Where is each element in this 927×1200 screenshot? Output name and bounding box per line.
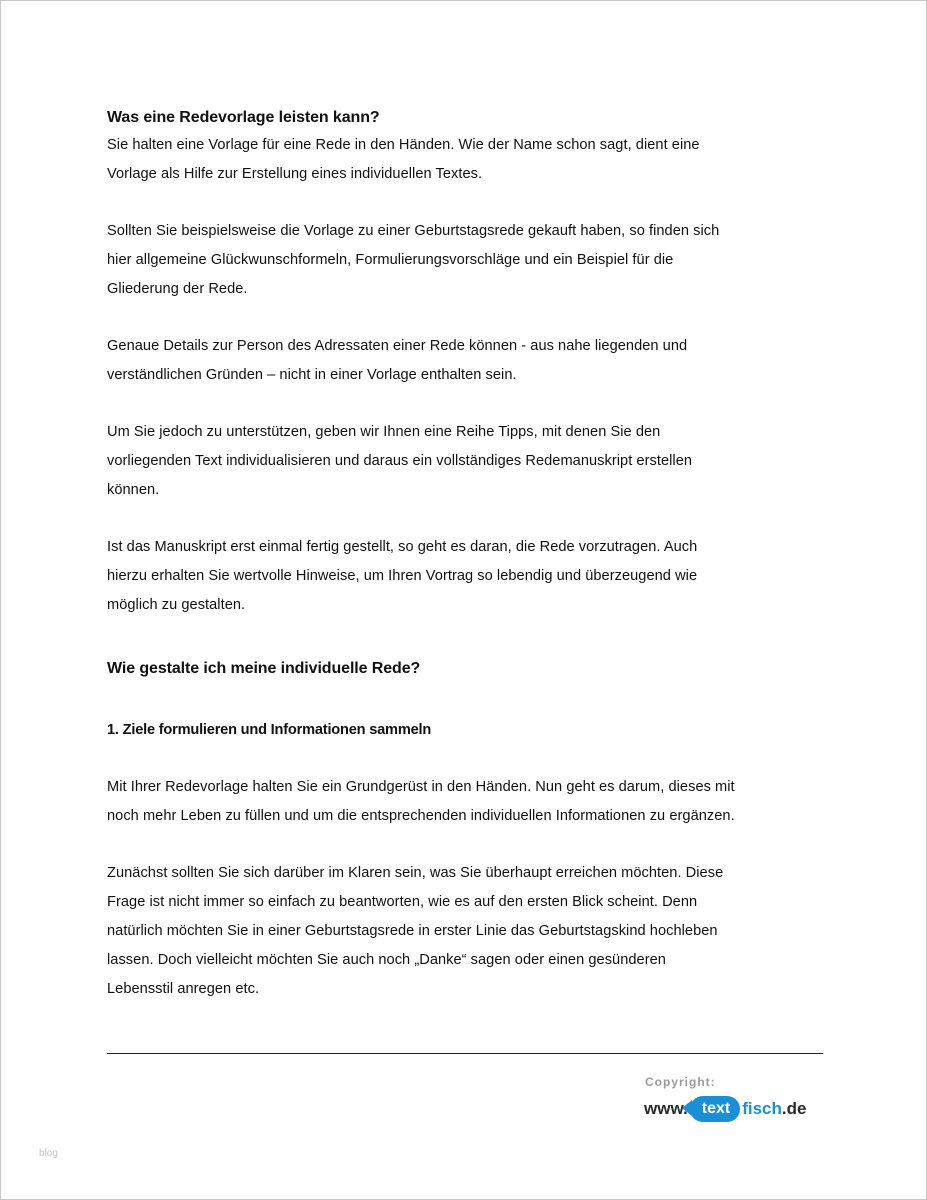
section-heading-redevorlage: Was eine Redevorlage leisten kann? [107, 109, 380, 126]
paragraph-manuskript [107, 533, 827, 620]
text-line: Sollten Sie beispielsweise die Vorlage zu einer Geburtstagsrede gekauft haben, so finden sich [107, 223, 720, 239]
text-line: können. [107, 482, 160, 498]
text-line: möglich zu gestalten. [107, 597, 246, 613]
subheading-ziele: 1. Ziele formulieren und Informationen sammeln [107, 722, 432, 738]
text-line: Ist das Manuskript erst einmal fertig gestellt, so geht es daran, die Rede vorzutragen. Auch [107, 539, 698, 555]
footer-divider [107, 1053, 823, 1054]
paragraph-ziele-klaren [107, 859, 827, 1004]
paragraph-vorlage-intro [107, 131, 827, 189]
text-line: vorliegenden Text individualisieren und daraus ein vollständiges Redemanuskript erstellen [107, 453, 693, 469]
text-line: Gliederung der Rede. [107, 281, 248, 297]
text-line: noch mehr Leben zu füllen und um die entsprechenden individuellen Informationen zu ergänzen. [107, 808, 735, 824]
textfisch-logo [644, 1092, 806, 1126]
logo-text: text [701, 1100, 731, 1117]
paragraph-grundgeruest [107, 773, 827, 831]
fish-icon [690, 1096, 740, 1122]
paragraph-geburtstagsrede [107, 217, 827, 304]
text-line: Mit Ihrer Redevorlage halten Sie ein Grundgerüst in den Händen. Nun geht es darum, dieses mit [107, 779, 735, 795]
text-line: Lebensstil anregen etc. [107, 981, 260, 997]
watermark: blog [39, 1148, 58, 1159]
paragraph-tipps [107, 418, 827, 505]
text-line: lassen. Doch vielleicht möchten Sie auch noch „Danke“ sagen oder einen gesünderen [107, 952, 666, 968]
text-line: Sie halten eine Vorlage für eine Rede in den Händen. Wie der Name schon sagt, dient eine [107, 137, 700, 153]
text-line: Frage ist nicht immer so einfach zu beantworten, wie es auf den ersten Blick scheint. Denn [107, 894, 698, 910]
paragraph-details-person [107, 332, 827, 390]
text-line: natürlich möchten Sie in einer Geburtstagsrede in erster Linie das Geburtstagskind hochleben [107, 923, 718, 939]
logo-prefix: www. [644, 1099, 688, 1118]
text-line: hierzu erhalten Sie wertvolle Hinweise, um Ihren Vortrag so lebendig und überzeugend wie [107, 568, 698, 584]
text-line: Um Sie jedoch zu unterstützen, geben wir Ihnen eine Reihe Tipps, mit denen Sie den [107, 424, 661, 440]
logo-suffix: .de [781, 1099, 807, 1118]
text-line: Zunächst sollten Sie sich darüber im Klaren sein, was Sie überhaupt erreichen möchten. Diese [107, 865, 724, 881]
text-line: verständlichen Gründen – nicht in einer Vorlage enthalten sein. [107, 367, 517, 383]
logo-fisch: fisch [742, 1099, 782, 1118]
copyright-label: Copyright: [645, 1075, 716, 1089]
section-heading-individuelle-rede: Wie gestalte ich meine individuelle Rede? [107, 660, 421, 677]
document-body [107, 105, 827, 1004]
text-line: hier allgemeine Glückwunschformeln, Formulierungsvorschläge und ein Beispiel für die [107, 252, 674, 268]
text-line: Genaue Details zur Person des Adressaten einer Rede können - aus nahe liegenden und [107, 338, 688, 354]
text-line: Vorlage als Hilfe zur Erstellung eines individuellen Textes. [107, 166, 483, 182]
